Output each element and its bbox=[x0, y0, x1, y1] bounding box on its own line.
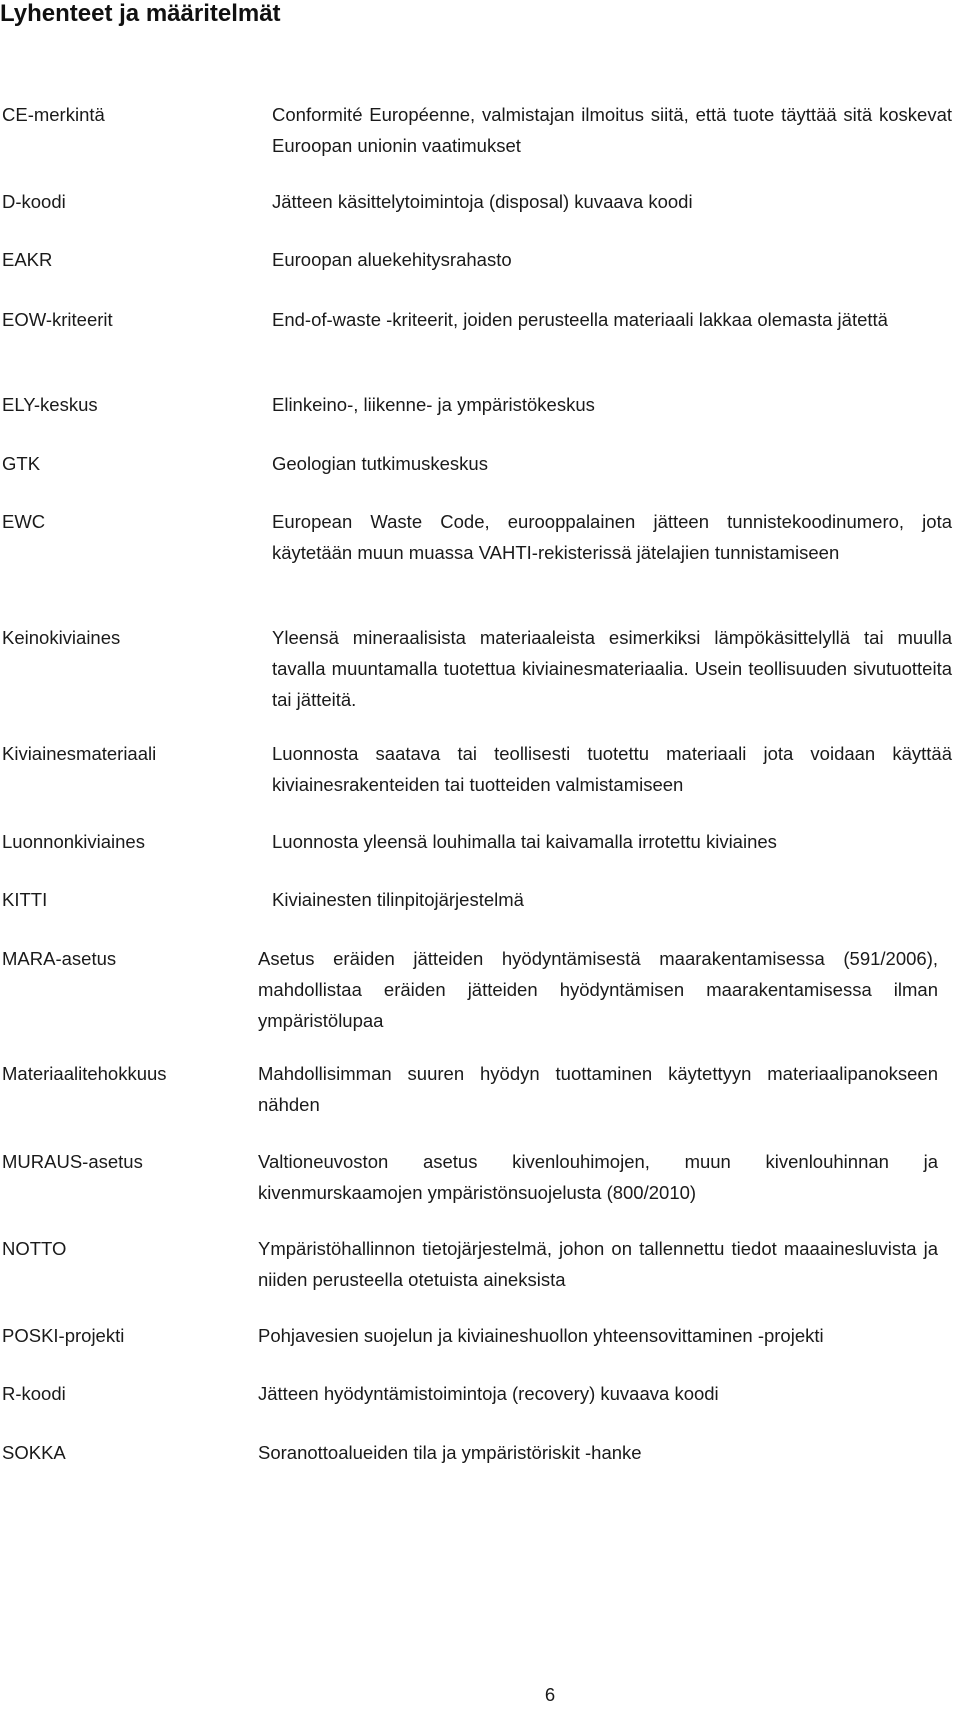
term: MURAUS-asetus bbox=[2, 1151, 143, 1172]
definition: Pohjavesien suojelun ja kiviaineshuollon yhteensovittaminen -projekti bbox=[258, 1325, 824, 1346]
term: D-koodi bbox=[2, 191, 66, 212]
definition: Geologian tutkimuskeskus bbox=[272, 453, 488, 474]
definition: Ympäristöhallinnon tietojärjestelmä, johon on tallennettu tiedot maaainesluvista ja niiden perusteella otetuista aineksista bbox=[258, 1238, 938, 1290]
term: Kiviainesmateriaali bbox=[2, 743, 157, 764]
definition: Asetus eräiden jätteiden hyödyntämisestä maarakentamisessa (591/2006), mahdollistaa eräiden jätteiden hyödyntämisen maarakentamisessa ilman ympäristölupaa bbox=[258, 948, 938, 1031]
term: SOKKA bbox=[2, 1442, 66, 1463]
definition: End-of-waste -kriteerit, joiden perusteella materiaali lakkaa olemasta jätettä bbox=[272, 309, 888, 330]
definition: Conformité Européenne, valmistajan ilmoitus siitä, että tuote täyttää sitä koskevat Euroopan unionin vaatimukset bbox=[272, 104, 952, 156]
term: EWC bbox=[2, 511, 46, 532]
term: EAKR bbox=[2, 249, 53, 270]
page-title: Lyhenteet ja määritelmät bbox=[0, 0, 281, 27]
page-number: 6 bbox=[544, 1684, 556, 1705]
definition: Luonnosta yleensä louhimalla tai kaivamalla irrotettu kiviaines bbox=[272, 831, 777, 852]
definition: Valtioneuvoston asetus kivenlouhimojen, muun kivenlouhinnan ja kivenmurskaamojen ympäristönsuojelusta (800/2010) bbox=[258, 1151, 938, 1203]
definition: European Waste Code, eurooppalainen jätteen tunnistekoodinumero, jota käytetään muun muassa VAHTI-rekisterissä jätelajien tunnistamiseen bbox=[272, 511, 952, 563]
term: POSKI-projekti bbox=[2, 1325, 125, 1346]
term: Materiaalitehokkuus bbox=[2, 1063, 167, 1084]
term: EOW-kriteerit bbox=[2, 309, 113, 330]
term: CE-merkintä bbox=[2, 104, 105, 125]
term: R-koodi bbox=[2, 1383, 66, 1404]
definition: Mahdollisimman suuren hyödyn tuottaminen käytettyyn materiaalipanokseen nähden bbox=[258, 1063, 938, 1115]
definition: Luonnosta saatava tai teollisesti tuotettu materiaali jota voidaan käyttää kiviainesrakenteiden tai tuotteiden valmistamiseen bbox=[272, 743, 952, 795]
term: Keinokiviaines bbox=[2, 627, 121, 648]
definition: Jätteen käsittelytoimintoja (disposal) kuvaava koodi bbox=[272, 191, 693, 212]
definition: Jätteen hyödyntämistoimintoja (recovery) kuvaava koodi bbox=[258, 1383, 719, 1404]
term: GTK bbox=[2, 453, 41, 474]
definition: Kiviainesten tilinpitojärjestelmä bbox=[272, 889, 524, 910]
definition: Euroopan aluekehitysrahasto bbox=[272, 249, 512, 270]
definition: Elinkeino-, liikenne- ja ympäristökeskus bbox=[272, 394, 595, 415]
definition: Yleensä mineraalisista materiaaleista esimerkiksi lämpökäsittelyllä tai muulla tavalla muuntamalla tuotettua kiviainesmateriaalia. Usein teollisuuden sivutuotteita tai jätteitä. bbox=[272, 627, 952, 710]
definition: Soranottoalueiden tila ja ympäristöriskit -hanke bbox=[258, 1442, 642, 1463]
term: Luonnonkiviaines bbox=[2, 831, 145, 852]
term: ELY-keskus bbox=[2, 394, 98, 415]
term: KITTI bbox=[2, 889, 48, 910]
term: NOTTO bbox=[2, 1238, 67, 1259]
term: MARA-asetus bbox=[2, 948, 117, 969]
